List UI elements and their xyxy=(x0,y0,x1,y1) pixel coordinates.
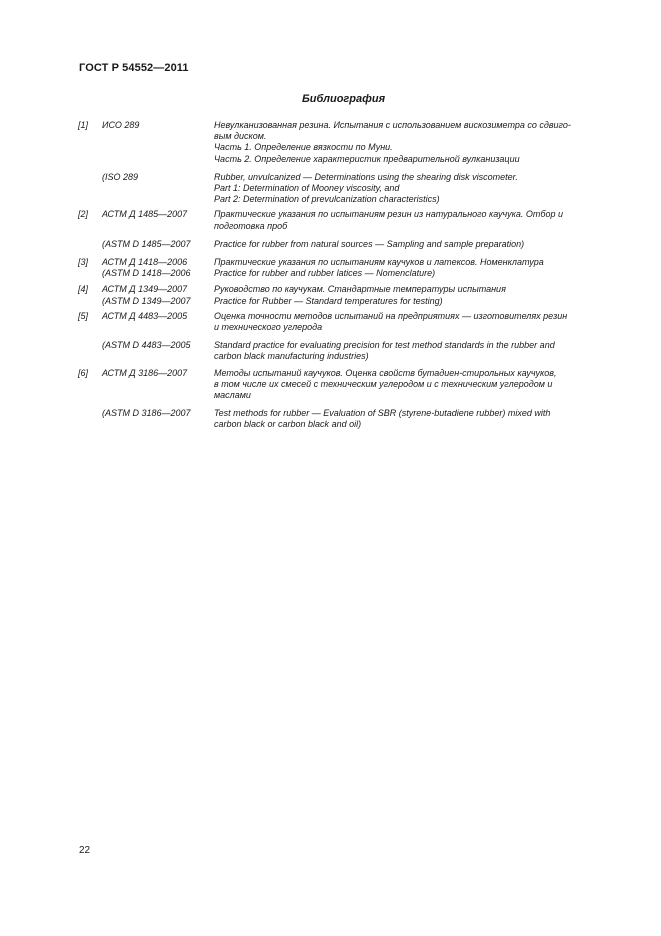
description-line: подготовка проб xyxy=(214,220,288,231)
entry-standard-refs xyxy=(102,120,214,131)
entry-number: [5] xyxy=(78,310,89,321)
description-line: Методы испытаний каучуков. Оценка свойств бутадиен-стирольных каучуков, xyxy=(214,367,557,378)
standard-designation: АСТМ Д 1349—2007 xyxy=(102,284,188,295)
description-line: Практические указания по испытаниям резин из натурального каучука. Отбор и xyxy=(214,209,563,220)
description-line: Руководство по каучукам. Стандартные температуры испытания xyxy=(214,284,506,295)
entry-standard-refs xyxy=(102,172,214,183)
entry-description xyxy=(214,408,618,430)
entry-description xyxy=(214,311,618,333)
description-line: и технического углерода xyxy=(214,322,323,333)
description-line: Practice for Rubber — Standard temperatures for testing) xyxy=(214,295,443,306)
bibliography-entry xyxy=(78,257,618,279)
document-header: ГОСТ Р 54552—2011 xyxy=(79,62,189,74)
standard-designation: (ISO 289 xyxy=(102,171,139,182)
entry-description xyxy=(214,340,618,362)
description-line: Standard practice for evaluating precision for test method standards in the rubber and xyxy=(214,340,555,351)
entry-description xyxy=(214,239,618,250)
bibliography-entry xyxy=(78,368,618,402)
description-line: Практические указания по испытаниям каучуков и латексов. Номенклатура xyxy=(214,257,544,268)
standard-designation: АСТМ Д 1418—2006 xyxy=(102,257,188,268)
description-line: Часть 1. Определение вязкости по Муни. xyxy=(214,142,393,153)
description-line: Part 1: Determination of Mooney viscosity, and xyxy=(214,183,400,194)
standard-designation: АСТМ Д 4483—2005 xyxy=(102,310,188,321)
standard-designation: (ASTM D 3186—2007 xyxy=(102,408,191,419)
entry-standard-refs xyxy=(102,340,214,351)
entry-standard-refs xyxy=(102,408,214,419)
bibliography-entry xyxy=(78,284,618,306)
bibliography-list xyxy=(78,120,618,431)
description-line: в том числе их смесей с техническим углеродом и с техническим углеродом и xyxy=(214,378,553,389)
section-title: Библиография xyxy=(301,93,386,105)
entry-standard-refs xyxy=(102,284,214,306)
description-line: вым диском. xyxy=(214,131,267,142)
bibliography-entry xyxy=(78,120,618,165)
entry-description xyxy=(214,257,618,279)
standard-designation: ИСО 289 xyxy=(102,120,140,130)
entry-standard-refs xyxy=(102,311,214,322)
entry-description xyxy=(214,209,618,231)
standard-designation: (ASTM D 1485—2007 xyxy=(102,238,191,249)
bibliography-entry xyxy=(78,239,618,250)
standard-designation: (ASTM D 4483—2005 xyxy=(102,340,191,351)
description-line: Practice for rubber and rubber latices — Nomenclature) xyxy=(214,268,436,279)
entry-description xyxy=(214,172,618,206)
standard-designation: АСТМ Д 1485—2007 xyxy=(102,209,188,220)
description-line: маслами xyxy=(214,390,251,401)
standard-designation: (ASTM D 1349—2007 xyxy=(102,295,191,306)
entry-description xyxy=(214,368,618,402)
bibliography-entry xyxy=(78,209,618,231)
description-line: carbon black or carbon black and oil) xyxy=(214,419,362,430)
description-line: Оценка точности методов испытаний на предприятиях — изготовителях резин xyxy=(214,310,568,321)
entry-number: [6] xyxy=(78,367,89,378)
entry-number: [1] xyxy=(78,120,89,130)
standard-designation: АСТМ Д 3186—2007 xyxy=(102,367,188,378)
description-line: Part 2: Determination of prevulcanization characteristics) xyxy=(214,194,440,205)
entry-number: [4] xyxy=(78,284,89,295)
description-line: carbon black manufacturing industries) xyxy=(214,351,369,362)
description-line: Test methods for rubber — Evaluation of SBR (styrene-butadiene rubber) mixed with xyxy=(214,408,551,419)
entry-standard-refs xyxy=(102,239,214,250)
entry-standard-refs xyxy=(102,257,214,279)
description-line: Practice for rubber from natural sources — Sampling and sample preparation) xyxy=(214,238,525,249)
entry-description xyxy=(214,120,618,165)
page-number: 22 xyxy=(79,845,91,856)
bibliography-entry xyxy=(78,340,618,362)
entry-standard-refs xyxy=(102,209,214,220)
entry-number: [2] xyxy=(78,209,89,220)
entry-standard-refs xyxy=(102,368,214,379)
standard-designation: (ASTM D 1418—2006 xyxy=(102,268,191,279)
bibliography-entry xyxy=(78,408,618,430)
description-line: Rubber, unvulcanized — Determinations using the shearing disk viscometer. xyxy=(214,171,518,182)
bibliography-entry xyxy=(78,311,618,333)
entry-description xyxy=(214,284,618,306)
bibliography-entry xyxy=(78,172,618,206)
entry-number: [3] xyxy=(78,257,89,268)
description-line: Невулканизованная резина. Испытания с использованием вискозиметра со сдвиго- xyxy=(214,120,571,130)
description-line: Часть 2. Определение характеристик предварительной вулканизации xyxy=(214,153,520,164)
